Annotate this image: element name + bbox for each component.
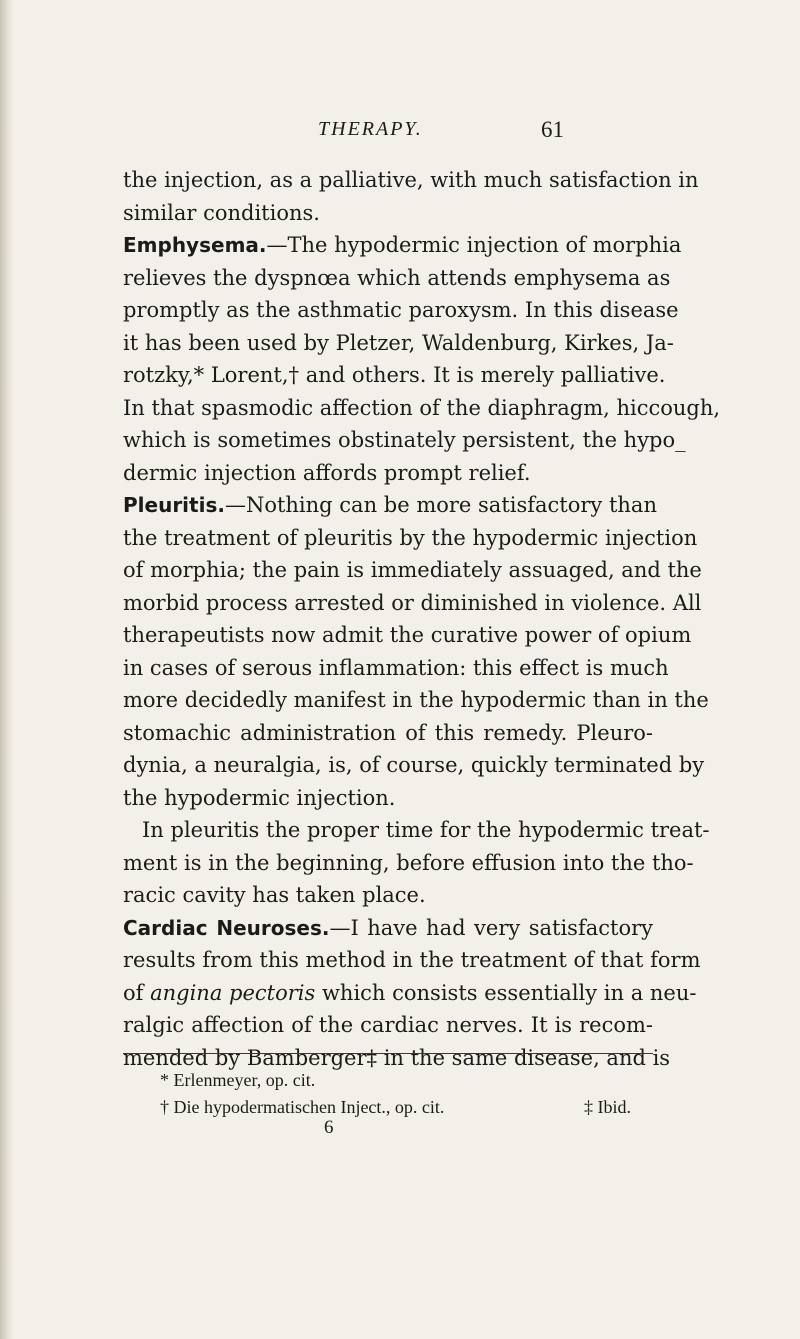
page-edge-shadow [0, 0, 14, 1339]
text-line: more decidedly manifest in the hypodermic than in the [123, 688, 709, 712]
text-line: rotzky,* Lorent,† and others. It is merely palliative. [123, 363, 666, 387]
text-line: morbid process arrested or diminished in violence. All [123, 590, 702, 615]
footnote-rule [123, 1053, 653, 1054]
footnote-row-2 [160, 1094, 660, 1121]
text-line [123, 977, 697, 1010]
text-line: promptly as the asthmatic paroxysm. In this disease [123, 298, 679, 322]
footnote-hypodermatischen: † Die hypodermatischen Inject., op. cit. [160, 1097, 445, 1117]
text-line: dynia, a neuralgia, is, of course, quickly terminated by [123, 753, 705, 777]
text-line: the injection, as a palliative, with much satisfaction in [123, 168, 699, 192]
text-line [123, 489, 657, 522]
text-line: in cases of serous inflammation: this effect is much [123, 655, 669, 680]
text-line: therapeutists now admit the curative power of opium [123, 623, 692, 647]
text-line: which is sometimes obstinately persistent, the hypo_ [123, 428, 686, 452]
text-line: relieves the dyspnœa which attends emphysema as [123, 265, 671, 290]
text-line: it has been used by Pletzer, Waldenburg, Kirkes, Ja- [123, 330, 674, 355]
section-heading: Pleuritis. [123, 493, 225, 517]
running-head [0, 118, 800, 150]
italic-term: angina pectoris [150, 980, 316, 1005]
section-heading: Cardiac Neuroses. [123, 915, 330, 940]
text-line [123, 229, 682, 262]
text-line [123, 912, 653, 945]
text-line: ment is in the beginning, before effusion into the tho- [123, 850, 694, 875]
footnote-ibid: ‡ Ibid. [584, 1097, 631, 1117]
footnote-text: * Erlenmeyer, op. cit. [160, 1070, 316, 1090]
text-line: of morphia; the pain is immediately assuaged, and the [123, 558, 702, 582]
text-line: In that spasmodic affection of the diaphragm, hiccough, [123, 395, 721, 420]
text-line: stomachic administration of this remedy. Pleuro- [123, 720, 653, 745]
text-line: dermic injection affords prompt relief. [123, 460, 531, 485]
text-line: ralgic affection of the cardiac nerves. It is recom- [123, 1013, 653, 1037]
line-text: which consists essentially in a neu- [315, 980, 697, 1005]
line-text: of [123, 980, 151, 1005]
body-text [123, 164, 721, 1074]
text-line: mended by Bamberger‡ in the same disease, and is [123, 1045, 671, 1070]
text-line: similar conditions. [123, 200, 320, 225]
text-line: the treatment of pleuritis by the hypodermic injection [123, 525, 698, 550]
text-line: In pleuritis the proper time for the hypodermic treat- [142, 818, 710, 842]
line-text: —The hypodermic injection of morphia [266, 233, 682, 257]
footnotes [160, 1067, 660, 1121]
text-line: racic cavity has taken place. [123, 883, 426, 907]
text-line: the hypodermic injection. [123, 785, 396, 810]
signature-mark: 6 [324, 1117, 334, 1138]
running-head-title: THERAPY. [318, 118, 423, 140]
section-heading: Emphysema. [123, 233, 267, 257]
line-text: —I have had very satisfactory [329, 915, 653, 940]
page-number: 61 [541, 117, 564, 142]
text-line: results from this method in the treatment of that form [123, 948, 701, 972]
footnote-erlenmeyer [160, 1067, 660, 1094]
line-text: —Nothing can be more satisfactory than [224, 493, 657, 517]
